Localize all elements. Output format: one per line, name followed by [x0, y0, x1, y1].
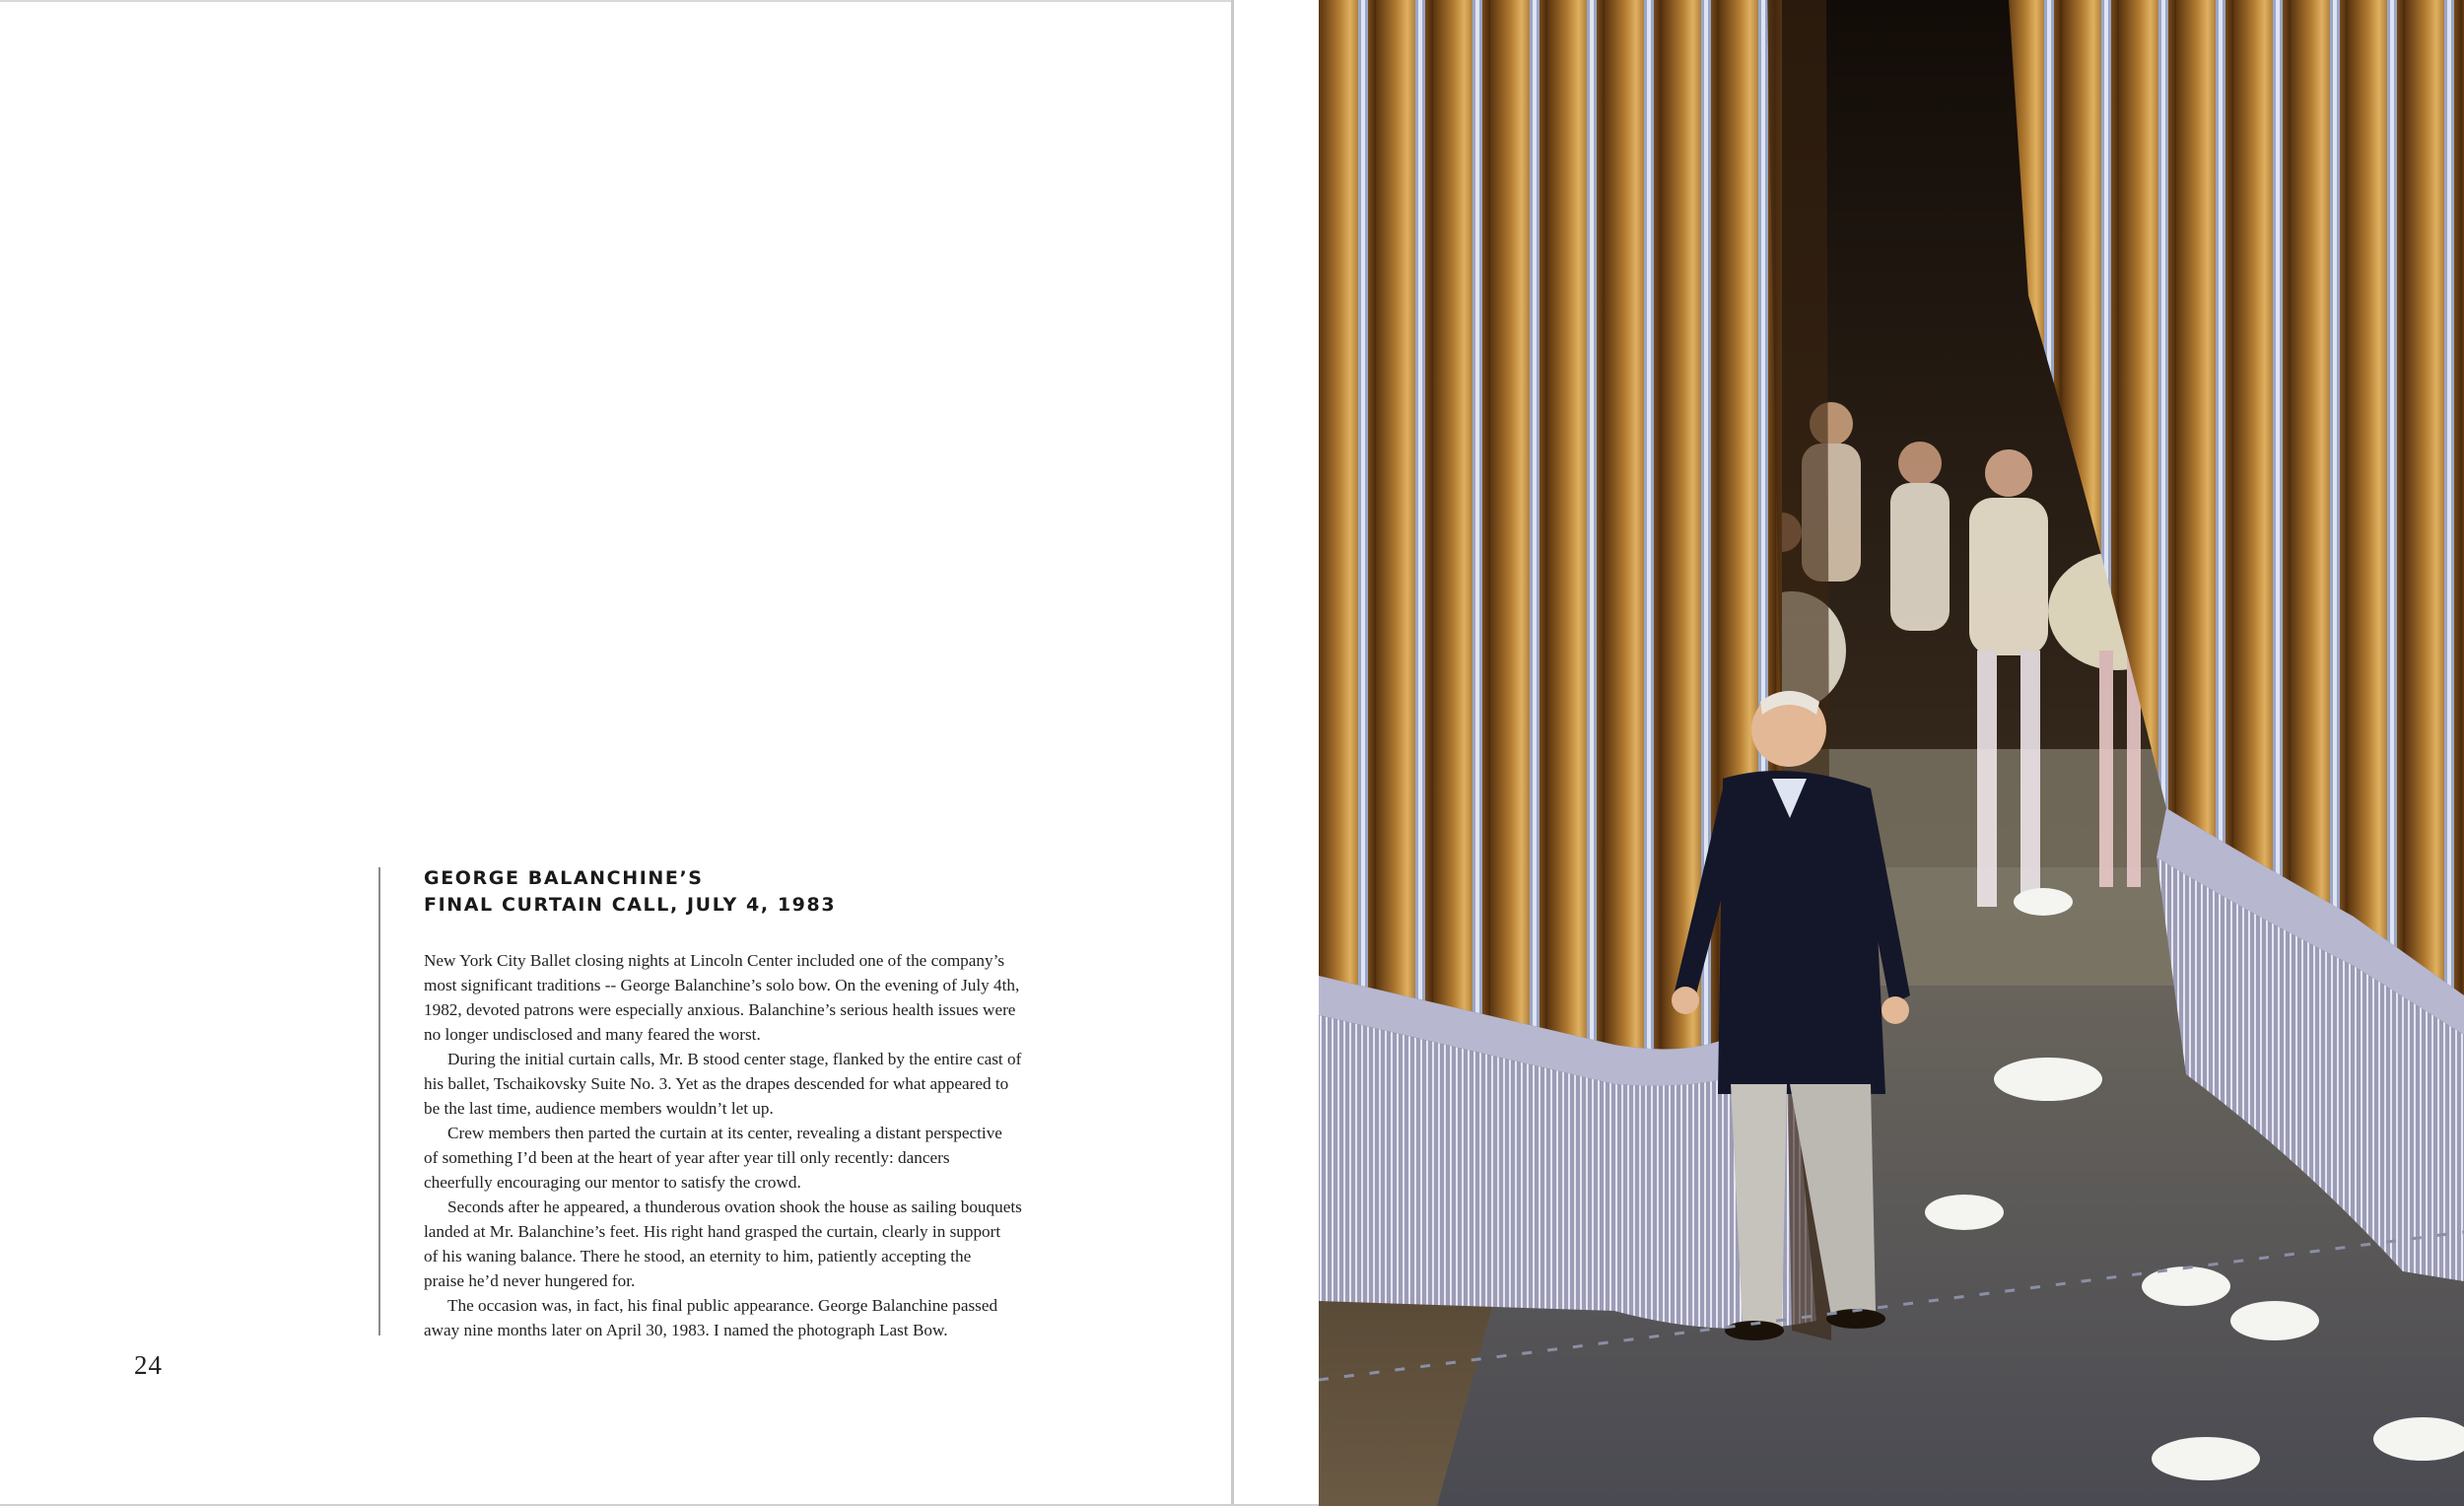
article-paragraph: [424, 1121, 1153, 1195]
paragraph-line: of something I’d been at the heart of year after year till only recently: dancers: [424, 1148, 950, 1167]
article-paragraph: [424, 948, 1153, 1047]
top-rule: [0, 0, 1232, 2]
headline-line-1: GEORGE BALANCHINE’S: [424, 867, 704, 889]
headline-line-2: FINAL CURTAIN CALL, JULY 4, 1983: [424, 894, 837, 916]
paragraph-line: Seconds after he appeared, a thunderous ovation shook the house as sailing bouquets: [447, 1198, 1022, 1216]
paragraph-line: The occasion was, in fact, his final public appearance. George Balanchine passed: [447, 1296, 998, 1315]
page-number: 24: [134, 1350, 163, 1380]
paragraph-line: no longer undisclosed and many feared the worst.: [424, 1025, 761, 1044]
article-paragraph: [424, 1047, 1153, 1121]
paragraph-line: cheerfully encouraging our mentor to satisfy the crowd.: [424, 1173, 801, 1192]
paragraph-line: of his waning balance. There he stood, an eternity to him, patiently accepting the: [424, 1247, 972, 1266]
paragraph-line: praise he’d never hungered for.: [424, 1271, 636, 1290]
article-paragraph: [424, 1195, 1153, 1293]
paragraph-line: be the last time, audience members wouldn’t let up.: [424, 1099, 774, 1118]
article-headline: [424, 865, 1153, 919]
paragraph-line: Crew members then parted the curtain at its center, revealing a distant perspective: [447, 1124, 1002, 1142]
paragraph-line: During the initial curtain calls, Mr. B stood center stage, flanked by the entire cast of: [447, 1050, 1022, 1068]
curtain-call-photograph: [1319, 0, 2464, 1506]
gutter: [1234, 0, 1319, 1506]
paragraph-line: his ballet, Tschaikovsky Suite No. 3. Yet as the drapes descended for what appeared to: [424, 1074, 1009, 1093]
paragraph-line: landed at Mr. Balanchine’s feet. His right hand grasped the curtain, clearly in support: [424, 1222, 1001, 1241]
article: [378, 867, 1153, 1339]
article-body: [424, 948, 1153, 1342]
paragraph-line: New York City Ballet closing nights at Lincoln Center included one of the company’s: [424, 951, 1005, 970]
paragraph-line: most significant traditions -- George Balanchine’s solo bow. On the evening of July 4th,: [424, 976, 1020, 994]
article-paragraph: [424, 1293, 1153, 1342]
paragraph-line: away nine months later on April 30, 1983. I named the photograph Last Bow.: [424, 1321, 948, 1339]
paragraph-line: 1982, devoted patrons were especially anxious. Balanchine’s serious health issues were: [424, 1000, 1016, 1019]
